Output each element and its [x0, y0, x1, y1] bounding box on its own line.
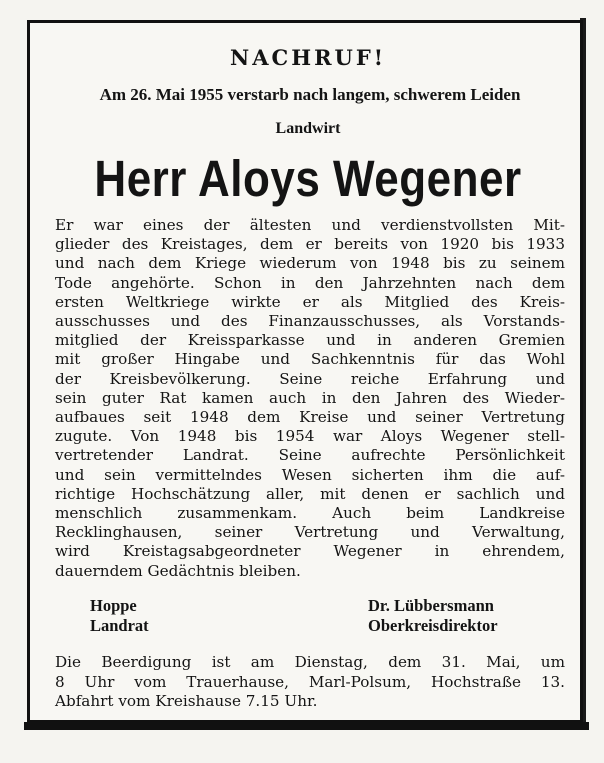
signatory-right: [368, 596, 498, 636]
body-line: mit großer Hingabe und Sachkenntnis für das Wohl: [55, 350, 565, 369]
signatory-left: [90, 596, 149, 636]
body-line: mitglied der Kreissparkasse und in anderen Gremien: [55, 331, 565, 350]
funeral-details: [55, 653, 565, 712]
frame-shadow-bottom: [24, 722, 589, 730]
body-line: Recklinghausen, seiner Vertretung und Verwaltung,: [55, 523, 565, 542]
funeral-line: Abfahrt vom Kreishause 7.15 Uhr.: [55, 692, 318, 710]
signatory-name: Hoppe: [90, 596, 137, 615]
body-line: Er war eines der ältesten und verdienstvollsten Mit-: [55, 216, 565, 234]
body-line: menschlich zusammenkam. Auch beim Landkreise: [55, 504, 565, 523]
funeral-line: 8 Uhr vom Trauerhause, Marl-Polsum, Hochstraße 13.: [55, 672, 565, 691]
body-line: vertretender Landrat. Seine aufrechte Persönlichkeit: [55, 446, 565, 465]
body-line: und nach dem Kriege wiederum von 1948 bis zu seinem: [55, 254, 565, 273]
deceased-name: Herr Aloys Wegener: [94, 151, 522, 208]
signatory-title: Landrat: [90, 616, 149, 635]
profession: Landwirt: [275, 120, 341, 137]
funeral-line: Die Beerdigung ist am Dienstag, dem 31. Mai, um: [55, 653, 565, 671]
body-line: richtige Hochschätzung aller, mit denen er sachlich und: [55, 484, 565, 503]
body-line: und sein vermittelndes Wesen sicherten ihm die auf-: [55, 465, 565, 484]
obituary-body: [55, 216, 565, 581]
signatory-title: Oberkreisdirektor: [368, 616, 498, 635]
body-line: dauerndem Gedächtnis bleiben.: [55, 561, 301, 580]
body-line: wird Kreistagsabgeordneter Wegener in ehrendem,: [55, 542, 565, 561]
body-line: der Kreisbevölkerung. Seine reiche Erfahrung und: [55, 369, 565, 388]
obituary-heading: NACHRUF!: [230, 45, 386, 70]
body-line: ausschusses und des Finanzausschusses, als Vorstands-: [55, 312, 565, 331]
body-line: sein guter Rat kamen auch in den Jahren des Wieder-: [55, 388, 565, 407]
body-line: ersten Weltkriege wirkte er als Mitglied des Kreis-: [55, 292, 565, 311]
body-line: glieder des Kreistages, dem er bereits von 1920 bis 1933: [55, 235, 565, 254]
body-line: aufbaues seit 1948 dem Kreise und seiner Vertretung: [55, 408, 565, 427]
obituary-frame: [27, 20, 583, 723]
body-line: Tode angehörte. Schon in den Jahrzehnten nach dem: [55, 273, 565, 292]
death-announcement: Am 26. Mai 1955 verstarb nach langem, schwerem Leiden: [99, 85, 521, 104]
body-line: zugute. Von 1948 bis 1954 war Aloys Wegener stell-: [55, 427, 565, 446]
signatory-name: Dr. Lübbersmann: [368, 596, 494, 615]
